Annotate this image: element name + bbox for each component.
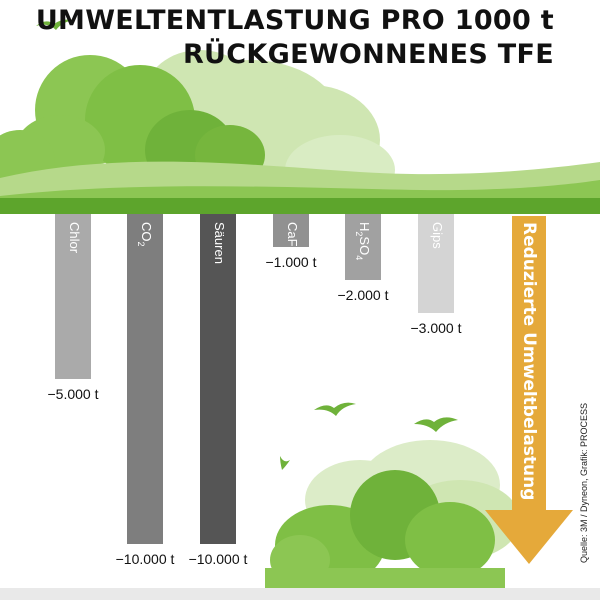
bar-co2: [127, 214, 163, 544]
bottom-strip: [0, 588, 600, 600]
value-label-h2so4: −2.000 t: [337, 287, 389, 303]
arrow-label: Reduzierte Umweltbelastung: [519, 222, 539, 501]
category-label-saeuren: Säuren: [211, 222, 227, 264]
category-label-h2so4: $H_2SO_4$: [353, 222, 372, 261]
value-label-caf2: −1.000 t: [265, 254, 317, 270]
value-label-gips: −3.000 t: [410, 320, 462, 336]
source-note: Quelle: 3M / Dyneon, Grafik: PROCESS: [579, 402, 589, 563]
bottom-landscape-illustration: [265, 403, 520, 588]
category-label-caf2: CaF$_2$: [281, 222, 300, 252]
category-label-chlor: Chlor: [66, 222, 82, 254]
bird-icon: [414, 417, 458, 432]
value-label-co2: −10.000 t: [115, 551, 175, 567]
value-label-saeuren: −10.000 t: [188, 551, 248, 567]
bird-icon: [280, 456, 290, 470]
title-line-2: RÜCKGEWONNENES TFE: [182, 39, 554, 70]
bird-icon: [314, 403, 356, 416]
title-line-1: UMWELTENTLASTUNG PRO 1000 t: [35, 5, 554, 36]
reduction-arrow: [485, 216, 573, 564]
category-label-co2: $CO_2$: [135, 222, 154, 247]
value-label-chlor: −5.000 t: [47, 386, 99, 402]
category-label-gips: Gips: [429, 222, 445, 249]
chart-title: [36, 4, 554, 72]
